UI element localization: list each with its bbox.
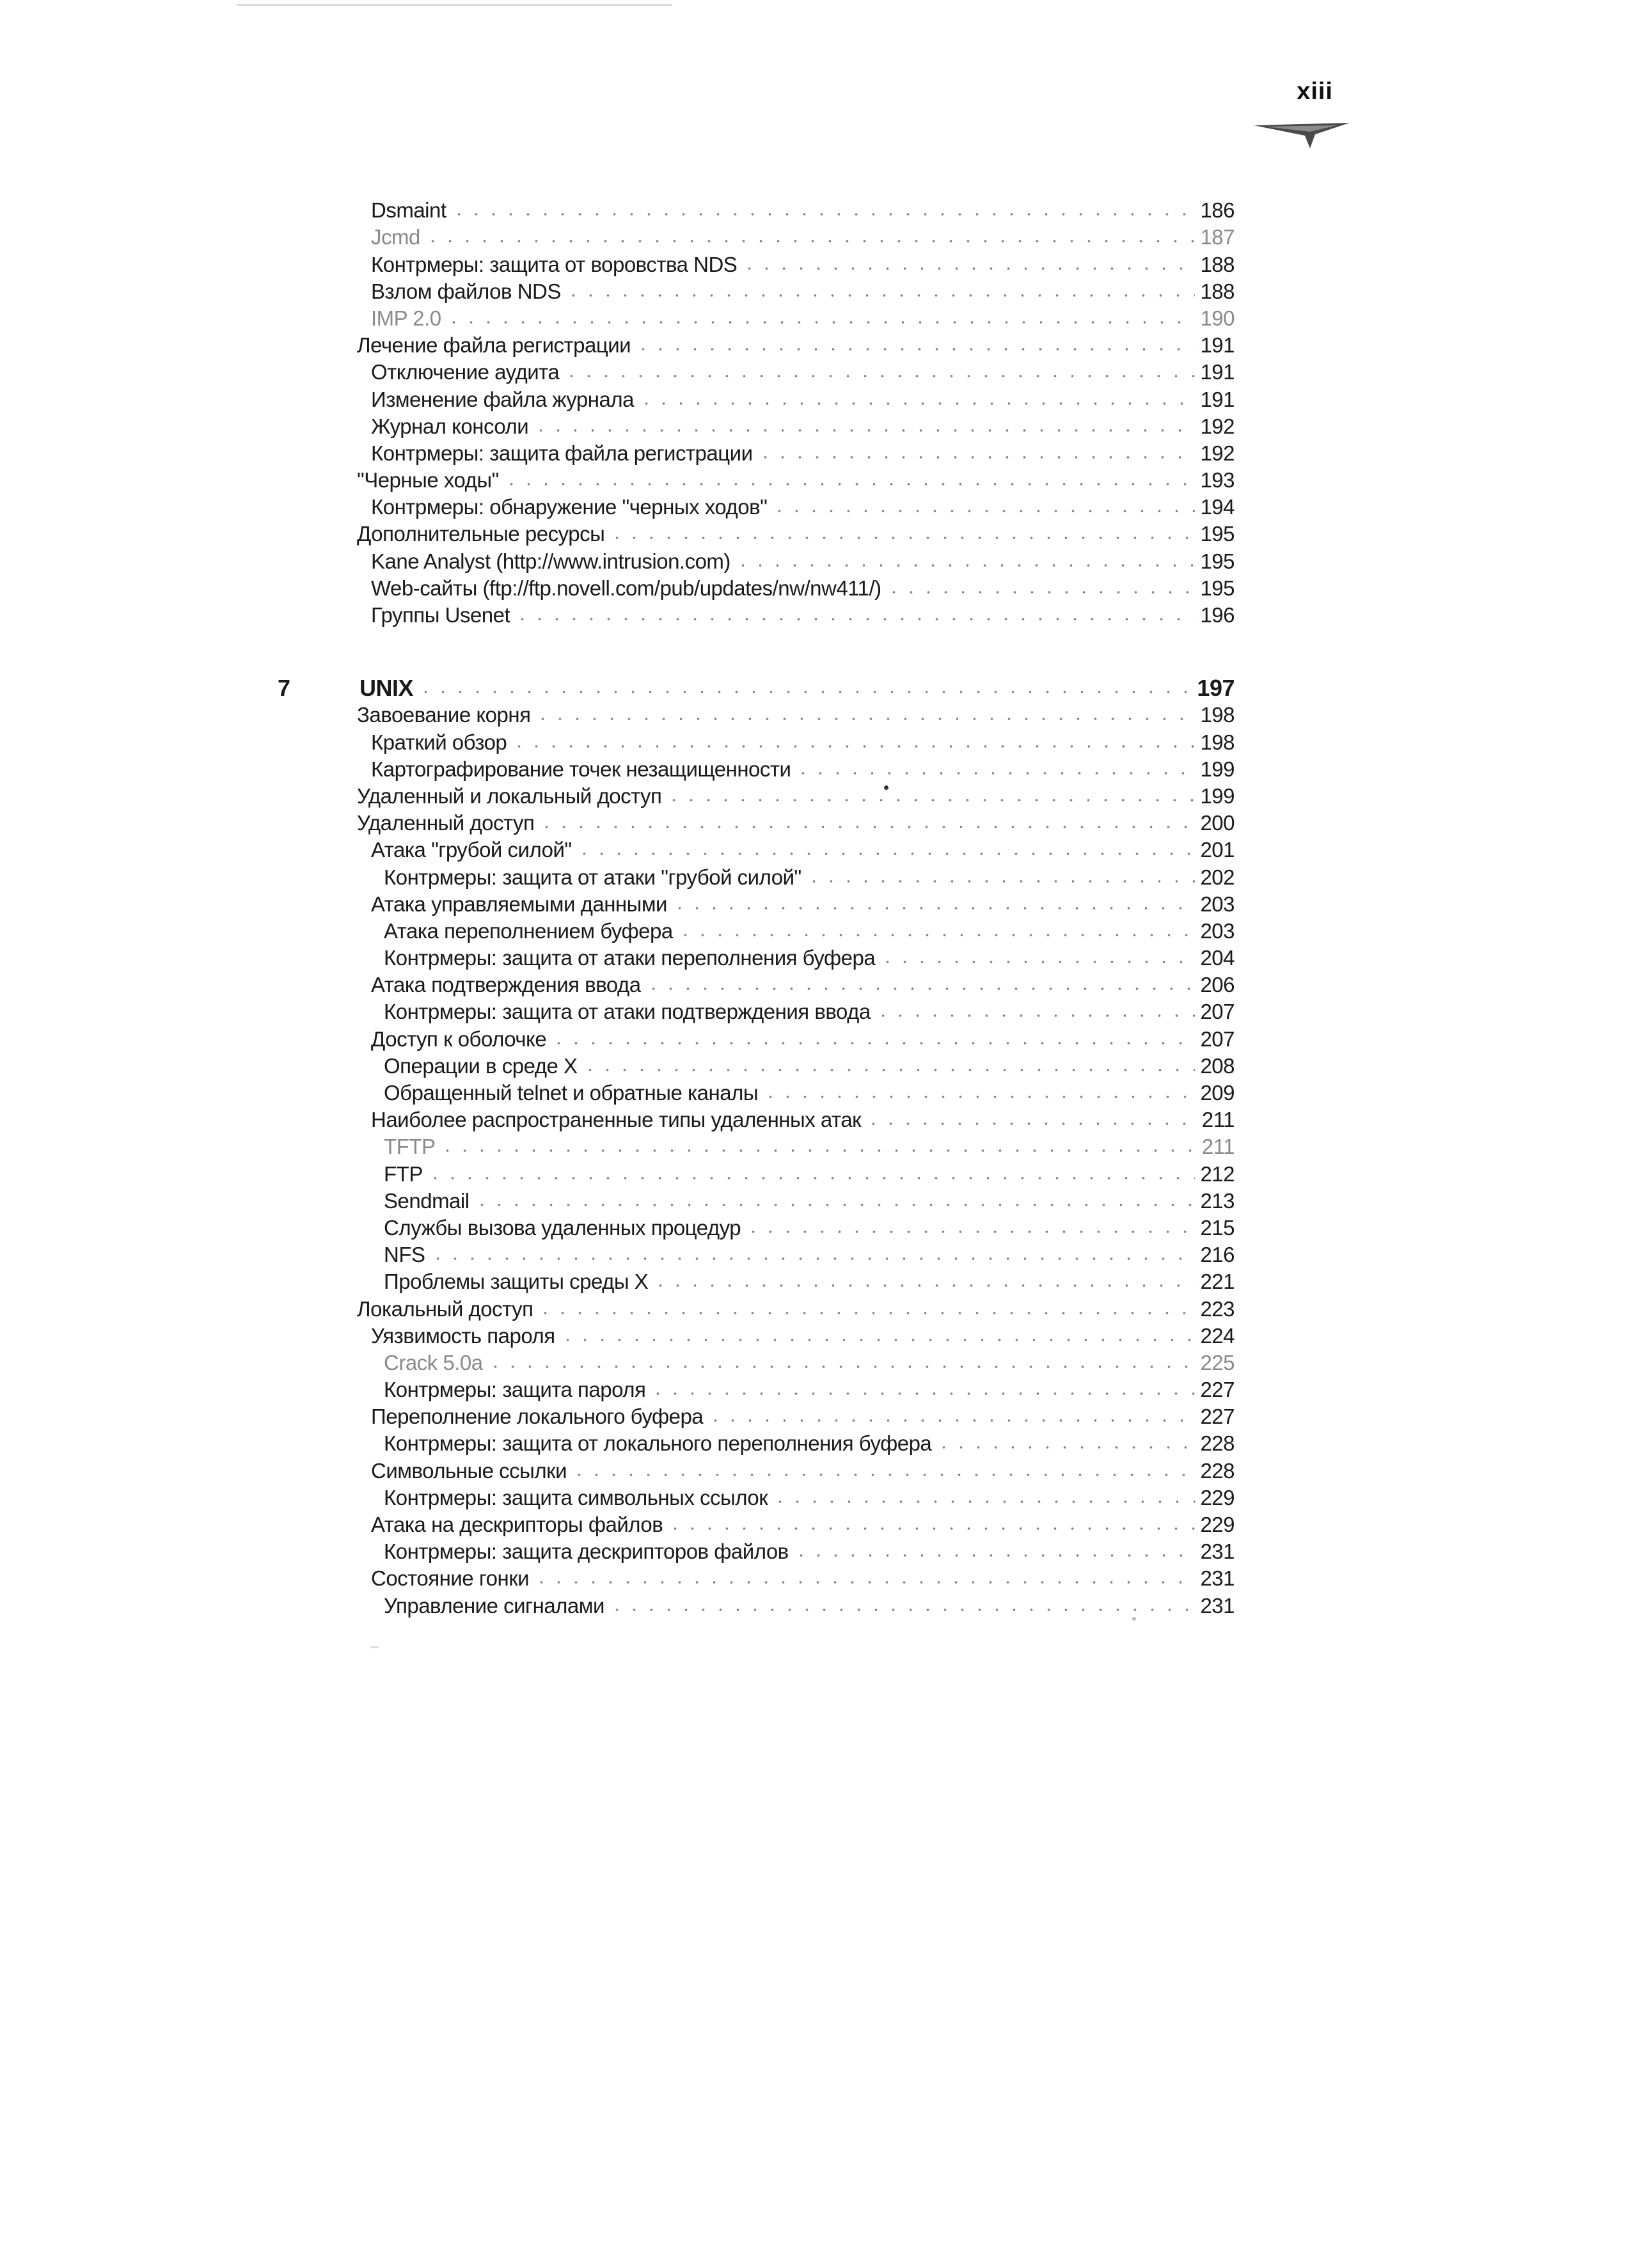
scan-speck xyxy=(370,1646,379,1648)
toc-row xyxy=(281,602,1235,629)
toc-entry-page: 231 xyxy=(1200,1593,1235,1618)
toc-entry-title: Jcmd xyxy=(371,225,420,249)
toc-entry-page: 197 xyxy=(1197,675,1235,702)
toc-entry-page: 202 xyxy=(1200,865,1235,889)
dot-leader xyxy=(652,1282,1195,1289)
toc-entry-page: 231 xyxy=(1200,1540,1235,1564)
toc-entry-title: Контрмеры: защита от атаки "грубой силой" xyxy=(384,865,801,889)
toc-entry-title: Контрмеры: защита файла регистрации xyxy=(371,441,753,465)
toc-entry-title: Контрмеры: защита пароля xyxy=(384,1378,646,1402)
toc-row xyxy=(281,1053,1235,1080)
toc-entry-page: 191 xyxy=(1200,387,1235,411)
toc-row xyxy=(281,278,1235,305)
toc-entry-title: Переполнение локального буфера xyxy=(371,1405,704,1429)
toc-row xyxy=(281,1484,1235,1511)
toc-entry-title: Контрмеры: защита символьных ссылок xyxy=(384,1485,768,1509)
toc-entry-page: 191 xyxy=(1200,360,1235,384)
dot-leader xyxy=(608,1606,1195,1614)
toc-entry-page: 193 xyxy=(1200,468,1235,492)
toc-entry-title: Обращенный telnet и обратные каналы xyxy=(384,1081,759,1105)
toc-entry-title: Группы Usenet xyxy=(371,603,510,627)
toc-entry-title: Символьные ссылки xyxy=(371,1458,567,1483)
toc-entry-page: 228 xyxy=(1200,1431,1235,1456)
toc-entry-page: 195 xyxy=(1200,522,1235,546)
toc-row xyxy=(281,251,1235,278)
dot-leader xyxy=(745,1228,1195,1236)
dot-leader xyxy=(793,1552,1195,1559)
dot-leader xyxy=(429,1255,1196,1263)
toc-entry-title: Контрмеры: защита от атаки подтверждения ввода xyxy=(384,1000,871,1024)
toc-entry-page: 231 xyxy=(1200,1566,1235,1591)
toc-entry-page: 207 xyxy=(1200,1000,1235,1024)
dot-leader xyxy=(707,1417,1195,1424)
toc-entry-page: 199 xyxy=(1200,784,1235,808)
toc-entry-title: Атака подтверждения ввода xyxy=(371,973,641,997)
toc-entry-title: FTP xyxy=(384,1162,423,1186)
toc-row xyxy=(281,1295,1235,1322)
toc-entry-title: Картографирование точек незащищенности xyxy=(371,757,791,781)
toc-entry-page: 212 xyxy=(1200,1162,1235,1186)
toc-entry-title: Dsmaint xyxy=(371,198,446,223)
toc-entry-page: 221 xyxy=(1200,1270,1235,1294)
toc-row xyxy=(281,440,1235,467)
dot-leader xyxy=(885,588,1195,596)
page-number: xiii xyxy=(1297,78,1333,105)
toc-entry-title: Контрмеры: защита от атаки переполнения буфера xyxy=(384,946,876,970)
toc-row xyxy=(281,386,1235,413)
toc-row xyxy=(281,1268,1235,1295)
toc-entry-title: Краткий обзор xyxy=(371,730,507,754)
toc-entry-page: 194 xyxy=(1200,495,1235,519)
toc-entry-title: Crack 5.0a xyxy=(384,1350,483,1374)
dot-leader xyxy=(771,1498,1195,1506)
toc-row xyxy=(281,1565,1235,1592)
page-corner-arrow-icon xyxy=(1254,123,1350,151)
toc-row xyxy=(281,494,1235,521)
dot-leader xyxy=(879,958,1195,966)
toc-entry-title: Изменение файла журнала xyxy=(371,387,634,411)
dot-leader xyxy=(550,1039,1195,1047)
toc-row xyxy=(281,197,1235,224)
toc-row xyxy=(281,305,1235,332)
dot-leader xyxy=(538,823,1195,831)
toc-row xyxy=(281,547,1235,574)
toc-entry-page: 200 xyxy=(1200,811,1235,835)
toc-entry-title: NFS xyxy=(384,1243,425,1267)
dot-leader xyxy=(762,1093,1195,1101)
dot-leader xyxy=(510,743,1195,750)
dot-leader xyxy=(473,1201,1195,1209)
toc-entry-title: Управление сигналами xyxy=(384,1593,604,1618)
toc-entry-page: 191 xyxy=(1200,333,1235,358)
toc-entry-title: Наиболее распространенные типы удаленных атак xyxy=(371,1108,862,1132)
dot-leader xyxy=(608,534,1195,542)
dot-leader xyxy=(671,904,1195,912)
toc-row xyxy=(281,972,1235,998)
toc-row xyxy=(281,521,1235,547)
dot-leader xyxy=(581,1066,1195,1074)
toc-entry-page: 203 xyxy=(1200,918,1235,943)
toc-row xyxy=(281,1376,1235,1403)
toc-entry-title: TFTP xyxy=(384,1135,436,1159)
dot-leader xyxy=(576,850,1195,858)
toc-entry-page: 196 xyxy=(1200,603,1235,627)
toc-chapter-row xyxy=(278,675,1235,702)
toc-entry-page: 225 xyxy=(1200,1350,1235,1374)
toc-entry-page: 216 xyxy=(1200,1243,1235,1267)
dot-leader xyxy=(677,931,1195,939)
dot-leader xyxy=(532,427,1195,434)
top-edge-rule xyxy=(237,4,672,6)
toc-entry-page: 228 xyxy=(1200,1458,1235,1483)
dot-leader xyxy=(734,562,1195,569)
toc-row xyxy=(281,1592,1235,1619)
toc-entry-page: 209 xyxy=(1200,1081,1235,1105)
toc-entry-title: Атака переполнением буфера xyxy=(384,918,673,943)
toc-entry-page: 229 xyxy=(1200,1513,1235,1536)
toc-entry-title: Локальный доступ xyxy=(357,1296,533,1321)
dot-leader xyxy=(645,985,1195,993)
dot-leader xyxy=(757,453,1195,461)
dot-leader xyxy=(638,400,1195,407)
toc-entry-title: Контрмеры: защита от воровства NDS xyxy=(371,252,738,276)
toc-entry-page: 211 xyxy=(1201,1135,1235,1159)
toc-entry-title: Атака на дескрипторы файлов xyxy=(371,1513,663,1536)
dot-leader xyxy=(439,1147,1195,1154)
dot-leader xyxy=(649,1390,1195,1398)
dot-leader xyxy=(417,688,1193,696)
toc-entry-title: Журнал консоли xyxy=(371,414,529,438)
toc-entry-page: 227 xyxy=(1200,1405,1235,1429)
toc-entry-page: 187 xyxy=(1200,225,1235,249)
toc-entry-page: 199 xyxy=(1200,757,1235,781)
toc-entry-page: 203 xyxy=(1200,892,1235,916)
dot-leader xyxy=(537,1309,1195,1317)
dot-leader xyxy=(514,615,1195,623)
toc-entry-title: Атака управляемыми данными xyxy=(371,892,667,916)
toc-row xyxy=(281,783,1235,810)
toc-row xyxy=(281,1215,1235,1241)
dot-leader xyxy=(450,210,1195,218)
toc-entry-page: 229 xyxy=(1200,1485,1235,1509)
toc-entry-title: Web-сайты (ftp://ftp.novell.com/pub/updates/nw/nw411/) xyxy=(371,576,881,600)
toc-entry-page: 190 xyxy=(1200,306,1235,330)
toc-entry-page: 215 xyxy=(1200,1215,1235,1240)
chapter-number: 7 xyxy=(278,675,291,702)
toc-entry-title: Отключение аудита xyxy=(371,360,560,384)
toc-entry-page: 188 xyxy=(1200,252,1235,276)
dot-leader xyxy=(563,372,1195,380)
toc-entry-page: 224 xyxy=(1200,1323,1235,1348)
toc-row xyxy=(281,1241,1235,1268)
toc-row xyxy=(281,810,1235,837)
toc-row xyxy=(281,1457,1235,1484)
toc-row xyxy=(281,467,1235,494)
toc-entry-title: Контрмеры: защита от локального переполнения буфера xyxy=(384,1431,932,1456)
table-of-contents xyxy=(278,197,1235,1619)
toc-row xyxy=(281,359,1235,386)
toc-entry-title: Проблемы защиты среды X xyxy=(384,1270,649,1294)
toc-row xyxy=(281,891,1235,918)
toc-row xyxy=(281,837,1235,863)
toc-row xyxy=(281,918,1235,945)
dot-leader xyxy=(935,1444,1195,1451)
toc-entry-title: Дополнительные ресурсы xyxy=(357,522,605,546)
toc-row xyxy=(281,1430,1235,1457)
toc-entry-page: 207 xyxy=(1200,1027,1235,1051)
dot-leader xyxy=(667,1525,1195,1532)
toc-row xyxy=(281,728,1235,755)
toc-entry-title: Уязвимость пароля xyxy=(371,1323,555,1348)
toc-row xyxy=(281,1188,1235,1215)
toc-entry-page: 198 xyxy=(1200,730,1235,754)
toc-row xyxy=(281,702,1235,728)
scan-speck xyxy=(1132,1617,1136,1621)
toc-entry-title: IMP 2.0 xyxy=(371,306,441,330)
dot-leader xyxy=(445,319,1195,326)
toc-row xyxy=(281,1133,1235,1160)
toc-row xyxy=(281,1080,1235,1106)
toc-row xyxy=(281,1538,1235,1565)
dot-leader xyxy=(771,507,1195,515)
toc-entry-page: 206 xyxy=(1200,973,1235,997)
toc-entry-title: Удаленный доступ xyxy=(357,811,535,835)
dot-leader xyxy=(874,1012,1195,1020)
dot-leader xyxy=(487,1363,1195,1371)
toc-entry-page: 195 xyxy=(1200,549,1235,573)
toc-row xyxy=(281,1025,1235,1052)
toc-entry-page: 213 xyxy=(1200,1188,1235,1213)
toc-entry-page: 195 xyxy=(1200,576,1235,600)
toc-entry-title: Удаленный и локальный доступ xyxy=(357,784,662,808)
dot-leader xyxy=(424,237,1195,245)
toc-entry-title: Контрмеры: защита дескрипторов файлов xyxy=(384,1540,789,1564)
toc-entry-title: Лечение файла регистрации xyxy=(357,333,631,358)
toc-row xyxy=(281,1106,1235,1133)
toc-row xyxy=(281,1403,1235,1430)
toc-entry-page: 211 xyxy=(1201,1108,1235,1132)
toc-entry-title: UNIX xyxy=(359,675,414,702)
toc-row xyxy=(281,332,1235,359)
toc-entry-page: 192 xyxy=(1200,441,1235,465)
dot-leader xyxy=(565,292,1195,299)
toc-row xyxy=(281,575,1235,602)
toc-entry-title: Взлом файлов NDS xyxy=(371,279,561,303)
dot-leader xyxy=(741,265,1195,272)
toc-entry-title: Kane Analyst (http://www.intrusion.com) xyxy=(371,549,730,573)
toc-entry-title: Состояние гонки xyxy=(371,1566,530,1591)
toc-entry-page: 204 xyxy=(1200,946,1235,970)
dot-leader xyxy=(427,1174,1195,1182)
dot-leader xyxy=(559,1336,1195,1344)
toc-row xyxy=(281,998,1235,1025)
dot-leader xyxy=(534,715,1195,723)
toc-entry-page: 201 xyxy=(1200,838,1235,862)
toc-entry-page: 186 xyxy=(1200,198,1235,223)
dot-leader xyxy=(533,1579,1195,1586)
toc-row xyxy=(281,756,1235,783)
toc-entry-title: Доступ к оболочке xyxy=(371,1027,547,1051)
toc-entry-page: 223 xyxy=(1200,1296,1235,1321)
dot-leader xyxy=(794,769,1195,777)
toc-row xyxy=(281,1323,1235,1350)
toc-row xyxy=(281,224,1235,251)
scan-speck xyxy=(884,785,888,790)
dot-leader xyxy=(503,480,1195,488)
toc-row xyxy=(281,1160,1235,1187)
dot-leader xyxy=(635,345,1195,353)
dot-leader xyxy=(865,1120,1195,1128)
toc-row xyxy=(281,945,1235,972)
toc-entry-page: 227 xyxy=(1200,1378,1235,1402)
toc-entry-title: Операции в среде X xyxy=(384,1053,578,1078)
toc-entry-title: Sendmail xyxy=(384,1188,470,1213)
toc-entry-page: 208 xyxy=(1200,1053,1235,1078)
toc-row xyxy=(281,863,1235,890)
toc-row xyxy=(281,1511,1235,1538)
toc-row xyxy=(281,413,1235,440)
toc-entry-title: Службы вызова удаленных процедур xyxy=(384,1215,741,1240)
toc-row xyxy=(281,1350,1235,1376)
toc-entry-page: 192 xyxy=(1200,414,1235,438)
toc-entry-title: Контрмеры: обнаружение "черных ходов" xyxy=(371,495,768,519)
toc-entry-page: 198 xyxy=(1200,703,1235,727)
dot-leader xyxy=(665,796,1195,804)
dot-leader xyxy=(571,1471,1195,1479)
toc-entry-title: "Черные ходы" xyxy=(357,468,499,492)
toc-entry-title: Завоевание корня xyxy=(357,703,531,727)
dot-leader xyxy=(805,878,1195,885)
toc-entry-title: Атака "грубой силой" xyxy=(371,838,572,862)
toc-entry-page: 188 xyxy=(1200,279,1235,303)
